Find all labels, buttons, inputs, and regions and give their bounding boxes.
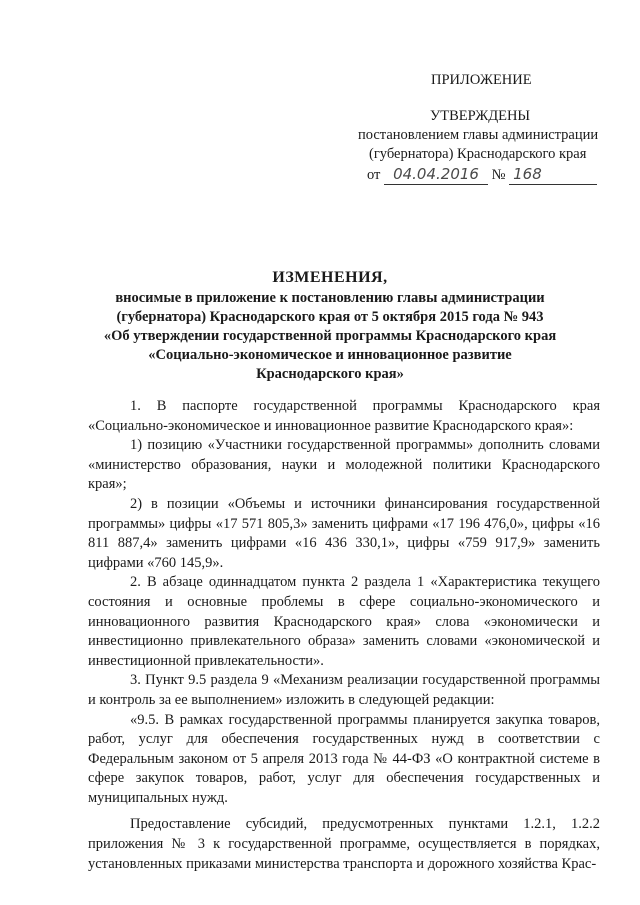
document-title — [80, 268, 580, 384]
number-prefix: № — [491, 167, 506, 183]
paragraph-1-2: 2) в позиции «Объемы и источники финансирования государственной программы» цифры «17 571 805,3» заменить цифрами «17 196 476,0», цифры «16 811 887,4» заменить цифрами «16 436 330,1», цифры «759 917,9» заменить цифрами «760 145,9». — [88, 495, 600, 571]
handwritten-date: 04.04.2016 — [393, 165, 479, 183]
approved-label: УТВЕРЖДЕНЫ — [430, 108, 531, 124]
date-field — [384, 165, 488, 185]
resolution-line-2: (губернатора) Краснодарского края — [369, 146, 587, 162]
paragraph-1: 1. В паспорте государственной программы Краснодарского края «Социально-экономическое и инновационное развитие Краснодарского края»: — [88, 398, 600, 434]
title-line-4: «Социально-экономическое и инновационное развитие — [148, 347, 512, 363]
document-body — [88, 397, 600, 874]
date-number-line — [367, 165, 597, 185]
paragraph-3: 3. Пункт 9.5 раздела 9 «Механизм реализации государственной программы и контроль за ее выполнением» изложить в следующей редакции: — [88, 672, 600, 708]
number-field — [509, 165, 597, 185]
paragraph-3-quote: «9.5. В рамках государственной программы планируется закупка товаров, работ, услуг для обеспечения государственных нужд в соответствии с Федеральным законом от 5 апреля 2013 года № 44-ФЗ «О контрактной системе в сфере закупок товаров, работ, услуг для обеспечения государственных и муниципальных нужд. — [88, 711, 600, 806]
handwritten-number: 168 — [513, 165, 542, 183]
title-line-1: вносимые в приложение к постановлению главы администрации — [115, 290, 545, 306]
title-main: ИЗМЕНЕНИЯ, — [272, 269, 388, 286]
paragraph-1-1: 1) позицию «Участники государственной программы» дополнить словами «министерство образования, науки и молодежной политики Краснодарского края»; — [88, 437, 600, 493]
paragraph-subsidies: Предоставление субсидий, предусмотренных пунктами 1.2.1, 1.2.2 приложения № 3 к государственной программе, осуществляется в порядках, установленных приказами министерства транспорта и дорожного хозяйства Крас- — [88, 816, 600, 872]
appendix-label: ПРИЛОЖЕНИЕ — [431, 72, 532, 88]
title-line-5: Краснодарского края» — [256, 366, 404, 382]
title-line-3: «Об утверждении государственной программы Краснодарского края — [103, 328, 557, 344]
resolution-line-1: постановлением главы администрации — [358, 127, 599, 143]
title-line-2: (губернатора) Краснодарского края от 5 октября 2015 года № 943 — [116, 309, 544, 325]
date-prefix: от — [367, 167, 381, 183]
paragraph-2: 2. В абзаце одиннадцатом пункта 2 раздела 1 «Характеристика текущего состояния и основные проблемы в сфере социально-экономического и инновационного развития Краснодарского края» слова «экономически и инвестиционно привлекательного образа» заменить словами «экономической и инвестиционной привлекательности». — [88, 574, 600, 669]
